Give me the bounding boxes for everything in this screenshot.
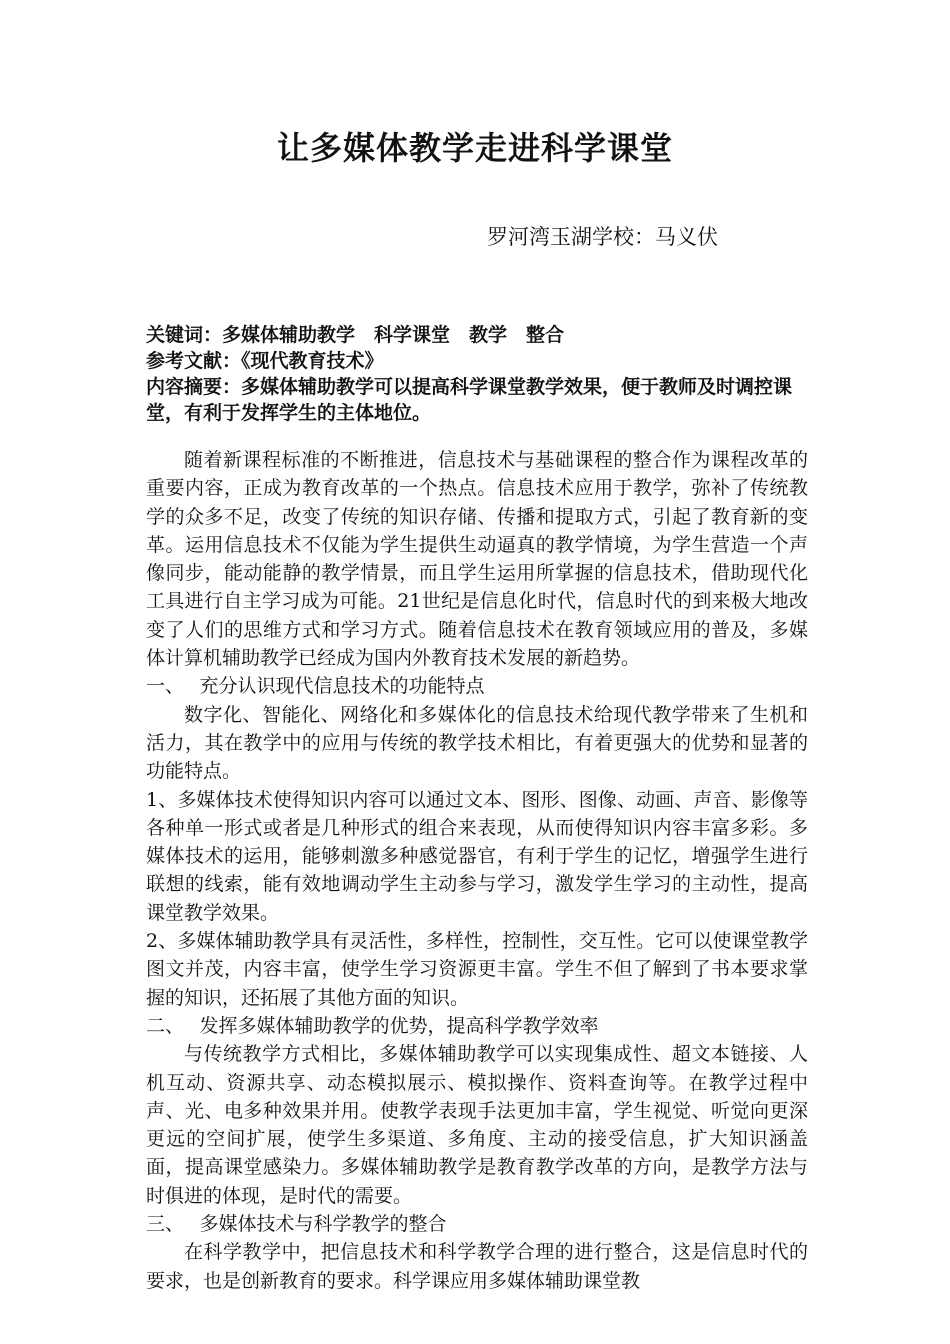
document-title: 让多媒体教学走进科学课堂 xyxy=(276,129,673,167)
abstract-line: 内容摘要：多媒体辅助教学可以提高科学课堂教学效果，便于教师及时调控课堂，有利于发挥学生的主体地位。 xyxy=(146,376,793,424)
intro-paragraph: 随着新课程标准的不断推进，信息技术与基础课程的整合作为课程改革的重要内容，正成为教育改革的一个热点。信息技术应用于教学，弥补了传统教学的众多不足，改变了传统的知识存储、传播和提取方式，引起了教育新的变革。运用信息技术不仅能为学生提供生动逼真的教学情境，为学生营造一个声像同步，能动能静的教学情景，而且学生运用所掌握的信息技术，借助现代化工具进行自主学习成为可能。21世纪是信息化时代，信息时代的到来极大地改变了人们的思维方式和学习方式。随着信息技术在教育领域应用的普及，多媒体计算机辅助教学已经成为国内外教育技术发展的新趋势。 xyxy=(146,449,808,670)
list-item-2: 2、多媒体辅助教学具有灵活性，多样性，控制性，交互性。它可以使课堂教学图文并茂，内容丰富，使学生学习资源更丰富。学生不但了解到了书本要求掌握的知识，还拓展了其他方面的知识。 xyxy=(146,930,808,1009)
section-1-paragraph: 数字化、智能化、网络化和多媒体化的信息技术给现代教学带来了生机和活力，其在教学中的应用与传统的教学技术相比，有着更强大的优势和显著的功能特点。 xyxy=(146,703,808,783)
section-2-paragraph: 与传统教学方式相比，多媒体辅助教学可以实现集成性、超文本链接、人机互动、资源共享、动态模拟展示、模拟操作、资料查询等。在教学过程中声、光、电多种效果并用。使教学表现手法更加丰富，学生视觉、听觉向更深更远的空间扩展，使学生多渠道、多角度、主动的接受信息，扩大知识涵盖面，提高课堂感染力。多媒体辅助教学是教育教学改革的方向，是教学方法与时俱进的体现，是时代的需要。 xyxy=(146,1043,808,1207)
list-item-1: 1、多媒体技术使得知识内容可以通过文本、图形、图像、动画、声音、影像等各种单一形式或者是几种形式的组合来表现，从而使得知识内容丰富多彩。多媒体技术的运用，能够刺激多种感觉器官，有利于学生的记忆，增强学生进行联想的线索，能有效地调动学生主动参与学习，激发学生学习的主动性，提高课堂教学效果。 xyxy=(146,788,808,924)
document-body xyxy=(146,446,808,1295)
section-3-paragraph: 在科学教学中，把信息技术和科学教学合理的进行整合，这是信息时代的要求，也是创新教育的要求。科学课应用多媒体辅助课堂教 xyxy=(146,1241,808,1292)
section-heading-3: 三、 多媒体技术与科学教学的整合 xyxy=(146,1213,447,1236)
author-line: 罗河湾玉湖学校：马义伏 xyxy=(487,225,718,249)
keywords-line: 关键词：多媒体辅助教学 科学课堂 教学 整合 xyxy=(146,324,565,346)
references-line: 参考文献：《现代教育技术》 xyxy=(146,350,384,372)
section-heading-2: 二、 发挥多媒体辅助教学的优势，提高科学教学效率 xyxy=(146,1014,599,1037)
document-meta xyxy=(146,322,814,426)
section-heading-1: 一、 充分认识现代信息技术的功能特点 xyxy=(146,675,485,698)
